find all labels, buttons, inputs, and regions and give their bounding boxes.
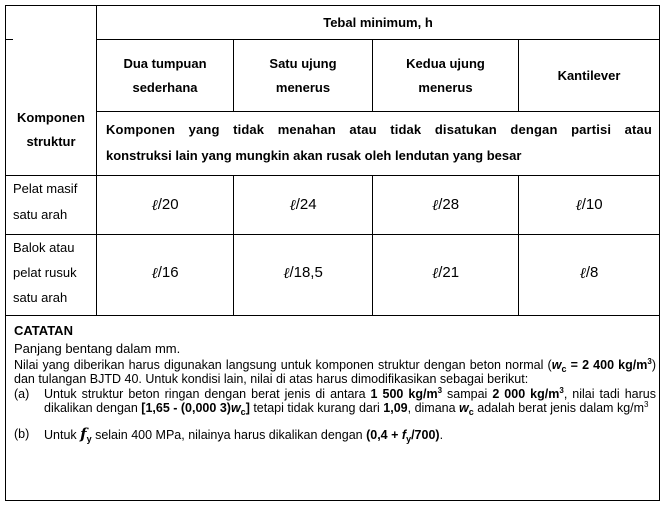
- fy-subscript: y: [86, 433, 92, 444]
- superscript: 3: [559, 385, 564, 395]
- value-text: /21: [438, 264, 460, 281]
- column-header-text: menerus: [418, 79, 473, 95]
- notes-item-b: [14, 424, 656, 445]
- row-label-text: Balok atau: [13, 240, 75, 255]
- notes-text: , nilai tadi harus dikalikan dengan: [44, 386, 656, 415]
- value-text: /16: [157, 264, 179, 281]
- fy-symbol-inline: f: [401, 427, 407, 442]
- notes-text: adalah berat jenis dalam kg/m: [473, 401, 645, 415]
- value-text: /24: [295, 196, 317, 213]
- subheader-line-1: Komponen yang tidak menahan atau tidak disatukan dengan partisi atau: [106, 122, 652, 137]
- value-cell: [519, 176, 659, 234]
- notes-text: .: [439, 427, 444, 442]
- ell-symbol: ℓ: [151, 264, 158, 282]
- notes-item-a: [14, 387, 656, 416]
- value-cell: [519, 235, 659, 311]
- notes-text: sampai: [442, 386, 493, 401]
- superscript: 3: [644, 400, 649, 409]
- superscript: 3: [647, 356, 652, 366]
- wc-symbol: w: [551, 357, 562, 372]
- row-label-text: Pelat masif: [13, 181, 78, 196]
- notes-paragraph-2: [14, 358, 656, 387]
- notes-text: [1,65 - (0,000 3): [141, 401, 231, 415]
- row-header-line-2: struktur: [26, 133, 76, 149]
- ell-symbol: ℓ: [283, 264, 290, 282]
- notes-text: = 2 400 kg/m: [570, 357, 648, 372]
- fy-symbol: f: [80, 424, 87, 443]
- item-label: (b): [14, 426, 30, 441]
- value-cell: [373, 235, 518, 311]
- ell-symbol: ℓ: [151, 196, 158, 214]
- table-border-bottom: [5, 500, 660, 501]
- notes-text: 2 000 kg/m: [492, 386, 560, 401]
- notes-text: Untuk: [44, 427, 81, 442]
- column-header-text: Kantilever: [557, 67, 621, 83]
- table-border-right: [659, 5, 660, 501]
- superscript: 3: [437, 385, 443, 395]
- ell-symbol: ℓ: [431, 196, 439, 214]
- fy-subscript: y: [406, 433, 412, 444]
- row-label-pelat-masif: [13, 176, 95, 234]
- notes-section: [14, 323, 656, 445]
- column-header-text: sederhana: [132, 79, 198, 95]
- subheader-description: [106, 114, 652, 172]
- column-header-satu-ujung: [234, 40, 372, 111]
- value-text: /18,5: [289, 264, 323, 281]
- ell-symbol: ℓ: [579, 264, 586, 282]
- wc-subscript: c: [468, 407, 474, 417]
- table-line-under-column-headers: [96, 111, 660, 112]
- ell-symbol: ℓ: [431, 264, 439, 282]
- column-header-text: Satu ujung: [269, 55, 337, 71]
- notes-line-1: Panjang bentang dalam mm.: [14, 341, 181, 356]
- column-header-kedua-ujung: [373, 40, 518, 111]
- value-cell: [97, 176, 233, 234]
- row-label-balok-atau: [13, 235, 95, 315]
- subheader-line-2: konstruksi lain yang mungkin akan rusak oleh lendutan yang besar: [106, 148, 522, 163]
- ell-symbol: ℓ: [289, 196, 296, 214]
- value-cell: [234, 235, 372, 311]
- column-header-text: Kedua ujung: [406, 55, 485, 71]
- notes-text: 1 500 kg/m: [370, 386, 438, 401]
- notes-text: 1,09: [383, 401, 408, 415]
- notes-text: Untuk struktur beton ringan dengan berat jenis di antara: [44, 386, 371, 401]
- notes-text: Nilai yang diberikan harus digunakan langsung untuk komponen struktur dengan beton normal (: [14, 357, 552, 372]
- wc-symbol: w: [230, 401, 241, 415]
- value-text: /8: [585, 264, 599, 281]
- column-header-dua-tumpuan: [97, 40, 233, 111]
- wc-subscript: c: [240, 407, 246, 417]
- column-header-text: Dua tumpuan: [123, 55, 207, 71]
- wc-symbol: w: [459, 401, 469, 415]
- value-text: /20: [157, 196, 179, 213]
- notes-text: , dimana: [407, 401, 460, 415]
- notes-text: tetapi tidak kurang dari: [249, 401, 384, 415]
- column-header-kantilever: [519, 40, 659, 111]
- group-header-text: Tebal minimum, h: [323, 14, 433, 30]
- column-header-text: menerus: [275, 79, 331, 95]
- value-cell: [97, 235, 233, 311]
- row-label-text: pelat rusuk: [13, 265, 77, 280]
- notes-title: CATATAN: [14, 323, 73, 338]
- table-line-under-row-2: [5, 315, 660, 316]
- wc-subscript: c: [561, 363, 567, 374]
- row-header-line-1: Komponen: [17, 109, 85, 125]
- ell-symbol: ℓ: [575, 196, 582, 214]
- notes-text: selain 400 MPa, nilainya harus dikalikan dengan: [91, 427, 367, 442]
- value-cell: [373, 176, 518, 234]
- row-label-text: satu arah: [13, 290, 68, 305]
- value-cell: [234, 176, 372, 234]
- row-label-text: satu arah: [13, 207, 68, 222]
- row-header-komponen-struktur: [6, 40, 96, 175]
- group-header: [97, 6, 659, 39]
- notes-text: ]: [245, 401, 250, 415]
- notes-text: (0,4 +: [366, 427, 402, 442]
- notes-text: /700): [411, 427, 440, 442]
- item-label: (a): [14, 386, 30, 401]
- value-text: /28: [438, 196, 460, 213]
- notes-text: ) dan tulangan BJTD 40. Untuk kondisi lain, nilai di atas harus dimodifikasikan sebagai berikut:: [14, 357, 656, 386]
- value-text: /10: [581, 196, 603, 213]
